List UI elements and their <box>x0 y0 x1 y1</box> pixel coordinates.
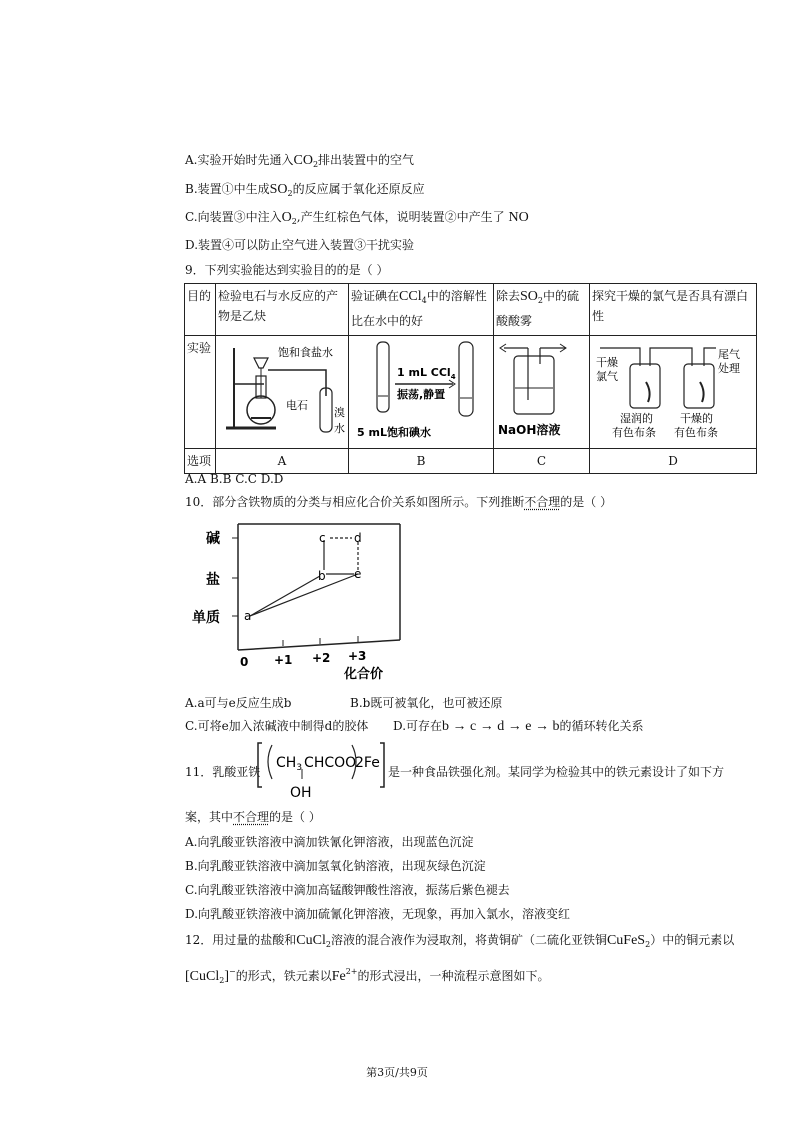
option-d-cell: D <box>590 449 757 474</box>
svg-text:饱和食盐水: 饱和食盐水 <box>278 346 333 359</box>
svg-text:2Fe: 2Fe <box>355 755 380 771</box>
apparatus-a-figure <box>216 336 349 442</box>
apparatus-c-figure <box>494 336 590 442</box>
row-label-experiment: 实验 <box>185 336 216 449</box>
q9-stem: 9．下列实验能达到实验目的的是（ ） <box>185 263 389 277</box>
svg-text:5 mL饱和碘水: 5 mL饱和碘水 <box>357 426 431 439</box>
q12-stem: 12．用过量的盐酸和CuCl$_2$溶液的混合液作为浸取剂，将黄铜矿（二硫化亚铁铜CuFeS$_2$）中的铜元素以 <box>185 933 735 949</box>
q8-option-d: D.装置④可以防止空气进入装置③干扰实验 <box>185 238 415 252</box>
point-c: c <box>319 531 326 545</box>
q10-option-d: D.可存在b → c → d → e → b的循环转化关系 <box>393 719 644 734</box>
q11-option-d: D.向乳酸亚铁溶液中滴加硫氰化钾溶液，无现象，再加入氯水，溶液变红 <box>185 907 571 921</box>
apparatus-d-figure <box>590 336 757 442</box>
q11-stem: 11．乳酸亚铁 <box>185 765 261 779</box>
figure-a-cell <box>216 336 349 449</box>
q10-option-c: C.可将e加入浓碱液中制得d的胶体 <box>185 719 369 733</box>
svg-text:NaOH溶液: NaOH溶液 <box>498 423 561 437</box>
q11-option-b: B.向乳酸亚铁溶液中滴加氢氧化钠溶液，出现灰绿色沉淀 <box>185 859 486 873</box>
svg-text:处理: 处理 <box>718 362 740 375</box>
svg-text:氯气: 氯气 <box>596 370 618 383</box>
lactate-formula <box>256 741 386 801</box>
purpose-a: 检验电石与水反应的产物是乙炔 <box>216 284 349 336</box>
x-tick-3: +3 <box>348 649 367 663</box>
q11-stem-line2: 案，其中不合理的是（ ） <box>185 810 321 824</box>
point-b: b <box>318 569 326 583</box>
row-label-purpose: 目的 <box>185 284 216 336</box>
svg-text:干燥: 干燥 <box>596 356 618 369</box>
page-footer: 第3页/共9页 <box>366 1066 428 1079</box>
svg-text:电石: 电石 <box>286 399 308 412</box>
svg-text:CH3CHCOO: $CH_3$ CHCOO <box>276 755 357 773</box>
svg-text:尾气: 尾气 <box>718 348 740 361</box>
svg-text:湿润的: 湿润的 <box>620 412 653 425</box>
q8-option-a: A.实验开始时先通入$CO_2$排出装置中的空气 <box>185 153 415 169</box>
y-label-base: 碱 <box>206 531 220 547</box>
svg-text:有色布条: 有色布条 <box>612 426 656 439</box>
svg-text:1 mL CCl4: 1 mL CCl$_4$ <box>397 366 456 381</box>
q11-option-a: A.向乳酸亚铁溶液中滴加铁氰化钾溶液，出现蓝色沉淀 <box>185 835 474 849</box>
svg-text:振荡,静置: 振荡,静置 <box>397 388 446 401</box>
svg-text:有色布条: 有色布条 <box>674 426 718 439</box>
q10-option-b: B.b既可被氧化，也可被还原 <box>350 696 503 710</box>
q10-option-a: A.a可与e反应生成b <box>185 696 292 710</box>
svg-text:干燥的: 干燥的 <box>680 412 713 425</box>
purpose-c: 除去$SO_2$中的硫酸酸雾 <box>494 284 590 336</box>
x-tick-2: +2 <box>312 651 331 665</box>
point-a: a <box>244 609 252 623</box>
figure-b-cell <box>349 336 494 449</box>
purpose-d: 探究干燥的氯气是否具有漂白性 <box>590 284 757 336</box>
q9-table <box>184 283 757 474</box>
y-label-salt: 盐 <box>206 572 220 588</box>
q11-option-c: C.向乳酸亚铁溶液中滴加高锰酸钾酸性溶液，振荡后紫色褪去 <box>185 883 510 897</box>
q8-option-b: B.装置①中生成$SO_2$的反应属于氧化还原反应 <box>185 182 425 198</box>
option-c-cell: C <box>494 449 590 474</box>
apparatus-b-figure <box>349 336 494 442</box>
svg-text:溴: 溴 <box>334 406 345 419</box>
svg-text:OH: OH <box>290 785 312 801</box>
y-label-element: 单质 <box>192 610 220 626</box>
option-b-cell: B <box>349 449 494 474</box>
row-label-option: 选项 <box>185 449 216 474</box>
formula-brackets <box>256 741 386 801</box>
x-tick-0: 0 <box>240 655 249 669</box>
point-e: e <box>354 567 362 581</box>
q11-stem-cont: 是一种食品铁强化剂。某同学为检验其中的铁元素设计了如下方 <box>388 765 725 779</box>
x-tick-1: +1 <box>274 653 293 667</box>
point-d: d <box>354 531 362 545</box>
x-axis-title: 化合价 <box>344 667 384 682</box>
figure-c-cell <box>494 336 590 449</box>
svg-text:水: 水 <box>334 422 345 435</box>
figure-d-cell <box>590 336 757 449</box>
q12-stem-line2: [CuCl$_2$]−的形式，铁元素以$Fe^{2+}$的形式浸出，一种流程示意图如下。 <box>185 967 550 985</box>
iron-valence-graph <box>188 516 418 686</box>
purpose-b: 验证碘在CCl$_4$中的溶解性比在水中的好 <box>349 284 494 336</box>
q10-stem: 10．部分含铁物质的分类与相应化合价关系如图所示。下列推断不合理的是（ ） <box>185 495 613 509</box>
q8-option-c: C.向装置③中注入$O_2$,产生红棕色气体，说明装置②中产生了 NO <box>185 210 529 226</box>
q9-answers: A.A B.B C.C D.D <box>185 472 284 486</box>
option-a-cell: A <box>216 449 349 474</box>
